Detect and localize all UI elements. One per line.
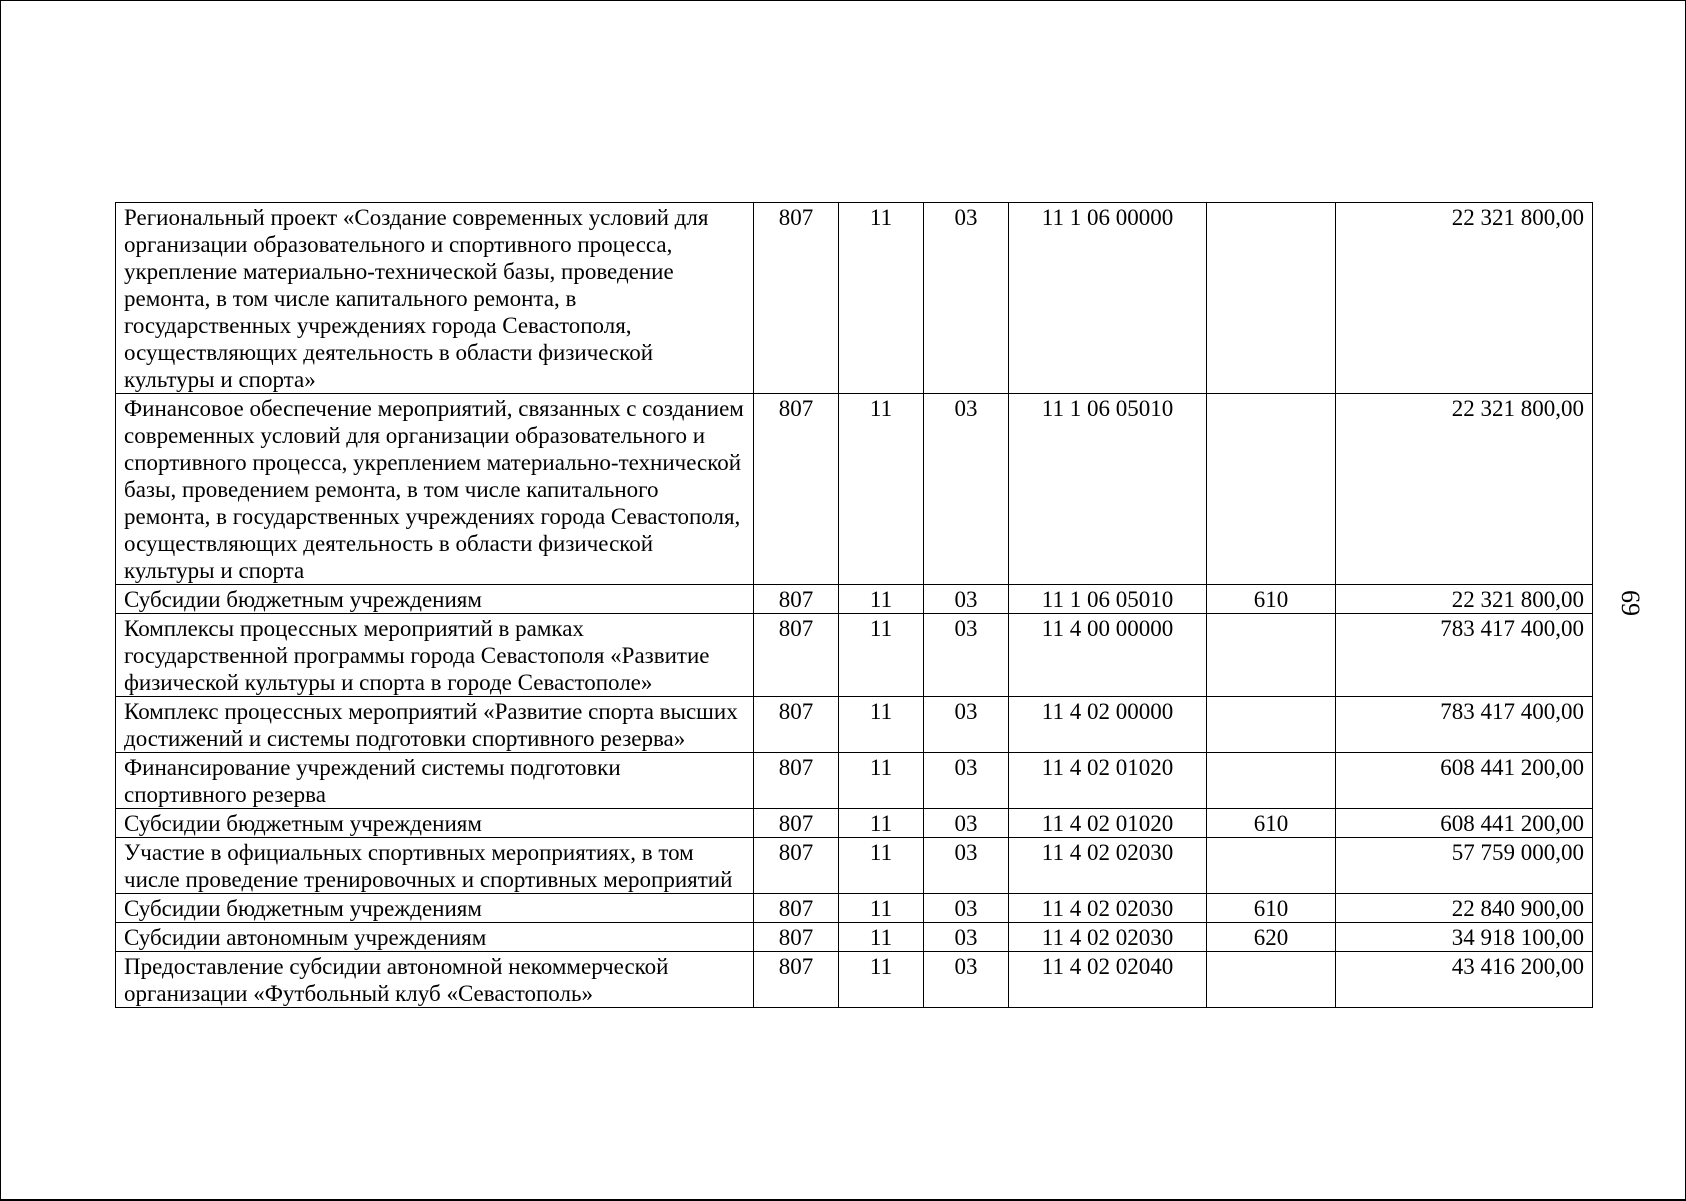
row-target-article-cell: 11 4 02 02030 (1009, 923, 1207, 952)
row-section-cell: 11 (839, 697, 924, 753)
row-expense-type-cell (1207, 394, 1336, 585)
table-row (116, 838, 1593, 894)
row-target-article-cell: 11 4 00 00000 (1009, 614, 1207, 697)
table-row (116, 923, 1593, 952)
row-grbs-cell: 807 (754, 809, 839, 838)
row-target-article-cell: 11 4 02 02040 (1009, 952, 1207, 1008)
row-expense-type-cell: 610 (1207, 894, 1336, 923)
row-section-cell: 11 (839, 952, 924, 1008)
row-section-cell: 11 (839, 203, 924, 394)
row-section-cell: 11 (839, 894, 924, 923)
row-subsection-cell: 03 (924, 697, 1009, 753)
row-name-cell: Финансирование учреждений системы подготовки спортивного резерва (116, 753, 754, 809)
row-subsection-cell: 03 (924, 753, 1009, 809)
row-target-article-cell: 11 4 02 00000 (1009, 697, 1207, 753)
row-subsection-cell: 03 (924, 394, 1009, 585)
row-grbs-cell: 807 (754, 952, 839, 1008)
row-amount-cell: 43 416 200,00 (1336, 952, 1593, 1008)
row-amount-cell: 22 321 800,00 (1336, 585, 1593, 614)
row-amount-cell: 22 840 900,00 (1336, 894, 1593, 923)
table-row (116, 394, 1593, 585)
row-amount-cell: 783 417 400,00 (1336, 614, 1593, 697)
row-section-cell: 11 (839, 585, 924, 614)
row-subsection-cell: 03 (924, 923, 1009, 952)
row-grbs-cell: 807 (754, 753, 839, 809)
row-expense-type-cell: 610 (1207, 585, 1336, 614)
row-name-cell: Субсидии бюджетным учреждениям (116, 809, 754, 838)
row-expense-type-cell: 610 (1207, 809, 1336, 838)
row-subsection-cell: 03 (924, 952, 1009, 1008)
row-grbs-cell: 807 (754, 394, 839, 585)
row-target-article-cell: 11 4 02 02030 (1009, 838, 1207, 894)
row-subsection-cell: 03 (924, 809, 1009, 838)
row-amount-cell: 22 321 800,00 (1336, 394, 1593, 585)
table-row (116, 952, 1593, 1008)
table-body (116, 203, 1593, 1008)
table-row (116, 753, 1593, 809)
row-expense-type-cell (1207, 838, 1336, 894)
row-section-cell: 11 (839, 809, 924, 838)
row-target-article-cell: 11 1 06 00000 (1009, 203, 1207, 394)
row-grbs-cell: 807 (754, 585, 839, 614)
page-number: 69 (1616, 590, 1645, 616)
row-target-article-cell: 11 4 02 01020 (1009, 809, 1207, 838)
row-section-cell: 11 (839, 394, 924, 585)
row-name-cell: Участие в официальных спортивных мероприятиях, в том числе проведение тренировочных и спортивных мероприятий (116, 838, 754, 894)
budget-table (115, 202, 1593, 1008)
row-section-cell: 11 (839, 753, 924, 809)
row-target-article-cell: 11 1 06 05010 (1009, 585, 1207, 614)
row-expense-type-cell (1207, 952, 1336, 1008)
row-name-cell: Комплексы процессных мероприятий в рамках государственной программы города Севастополя «Развитие физической культуры и спорта в городе Севастополе» (116, 614, 754, 697)
row-grbs-cell: 807 (754, 894, 839, 923)
table-row (116, 203, 1593, 394)
row-section-cell: 11 (839, 838, 924, 894)
row-name-cell: Предоставление субсидии автономной некоммерческой организации «Футбольный клуб «Севастополь» (116, 952, 754, 1008)
row-expense-type-cell (1207, 697, 1336, 753)
row-expense-type-cell (1207, 614, 1336, 697)
row-amount-cell: 783 417 400,00 (1336, 697, 1593, 753)
row-name-cell: Региональный проект «Создание современных условий для организации образовательного и спортивного процесса, укрепление материально-технической базы, проведение ремонта, в том числе капитального ремонта, в государственных учреждениях города Севастополя, осуществляющих деятельность в области физической культуры и спорта» (116, 203, 754, 394)
row-section-cell: 11 (839, 614, 924, 697)
row-target-article-cell: 11 4 02 01020 (1009, 753, 1207, 809)
row-subsection-cell: 03 (924, 894, 1009, 923)
table-row (116, 809, 1593, 838)
row-target-article-cell: 11 1 06 05010 (1009, 394, 1207, 585)
row-name-cell: Субсидии бюджетным учреждениям (116, 585, 754, 614)
row-name-cell: Субсидии автономным учреждениям (116, 923, 754, 952)
row-name-cell: Финансовое обеспечение мероприятий, связанных с созданием современных условий для организации образовательного и спортивного процесса, укреплением материально-технической базы, проведением ремонта, в том числе капитального ремонта, в государственных учреждениях города Севастополя, осуществляющих деятельность в области физической культуры и спорта (116, 394, 754, 585)
table-row (116, 697, 1593, 753)
row-expense-type-cell (1207, 753, 1336, 809)
row-grbs-cell: 807 (754, 838, 839, 894)
table-row (116, 614, 1593, 697)
row-amount-cell: 22 321 800,00 (1336, 203, 1593, 394)
row-name-cell: Субсидии бюджетным учреждениям (116, 894, 754, 923)
row-target-article-cell: 11 4 02 02030 (1009, 894, 1207, 923)
table-row (116, 894, 1593, 923)
row-amount-cell: 34 918 100,00 (1336, 923, 1593, 952)
row-subsection-cell: 03 (924, 585, 1009, 614)
row-grbs-cell: 807 (754, 614, 839, 697)
table-row (116, 585, 1593, 614)
row-grbs-cell: 807 (754, 697, 839, 753)
row-expense-type-cell: 620 (1207, 923, 1336, 952)
row-name-cell: Комплекс процессных мероприятий «Развитие спорта высших достижений и системы подготовки спортивного резерва» (116, 697, 754, 753)
row-subsection-cell: 03 (924, 614, 1009, 697)
row-section-cell: 11 (839, 923, 924, 952)
row-subsection-cell: 03 (924, 838, 1009, 894)
row-subsection-cell: 03 (924, 203, 1009, 394)
row-grbs-cell: 807 (754, 203, 839, 394)
row-grbs-cell: 807 (754, 923, 839, 952)
row-expense-type-cell (1207, 203, 1336, 394)
row-amount-cell: 608 441 200,00 (1336, 809, 1593, 838)
row-amount-cell: 57 759 000,00 (1336, 838, 1593, 894)
row-amount-cell: 608 441 200,00 (1336, 753, 1593, 809)
